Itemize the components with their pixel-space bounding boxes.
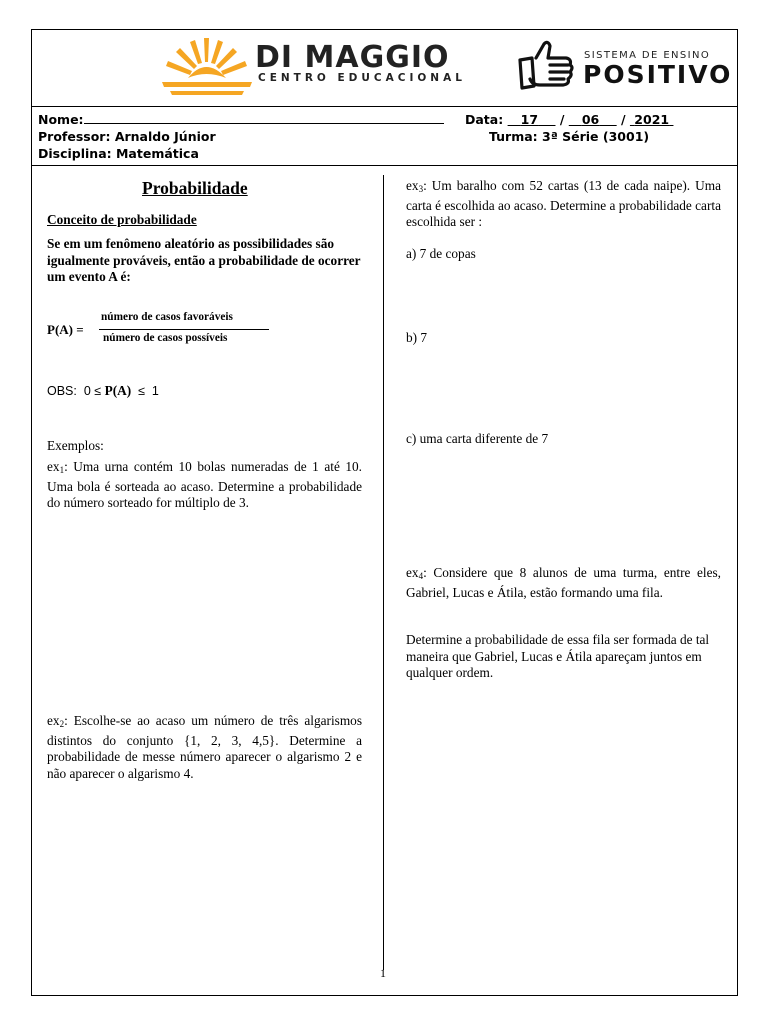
definition-text: Se em um fenômeno aleatório as possibilidades são igualmente prováveis, então a probabilidade de ocorrer um evento A é: [47,236,361,284]
date-year: 2021 [634,112,670,127]
ex1-sub: 1 [59,465,65,475]
data-label: Data: [465,112,504,127]
examples-label: Exemplos: [47,438,104,453]
system-name: POSITIVO [583,60,733,89]
ex1-label: ex [47,459,60,474]
header-top-rule [31,106,738,107]
obs-line [47,383,159,399]
ex4-sub: 4 [418,571,424,581]
ex3-label: ex [406,178,419,193]
ex1-text: : Uma urna contém 10 bolas numeradas de 1 até 10. Uma bola é sorteada ao acaso. Determine a probabilidade do número sorteado for múltiplo de 3. [47,459,362,510]
item-a: a) 7 de copas [406,246,476,261]
nome-label: Nome: [38,112,84,127]
date-day: 17 [520,112,539,127]
date-month: 06 [581,112,600,127]
page-number: 1 [380,966,386,980]
formula-denominator: número de casos possíveis [103,332,228,344]
school-subtitle: CENTRO EDUCACIONAL [258,72,466,84]
di-maggio-logo [160,34,466,98]
formula-lhs: P(A) = [47,322,84,337]
date-field: Data: 17 / 06 / 2021 [465,112,670,127]
header-bottom-rule [31,165,738,166]
column-divider [383,175,384,970]
example-2 [47,713,362,782]
sun-logo-icon [160,34,255,98]
school-name: DI MAGGIO [255,40,450,75]
nome-field [38,112,444,127]
obs-suffix: ≤ 1 [131,384,159,398]
page-frame [31,29,738,996]
disciplina-line: Disciplina: Matemática [38,146,199,161]
thumbs-up-icon [514,38,580,94]
turma-line: Turma: 3ª Série (3001) [489,129,650,144]
system-subtitle: SISTEMA DE ENSINO [584,50,711,61]
page-title: Probabilidade [142,178,248,198]
ex4-label: ex [406,565,419,580]
ex3-text: : Um baralho com 52 cartas (13 de cada naipe). Uma carta é escolhida ao acaso. Determine a probabilidade carta escolhida ser : [406,178,721,229]
item-c: c) uma carta diferente de 7 [406,431,549,446]
example-4 [406,565,721,601]
ex2-text: : Escolhe-se ao acaso um número de três algarismos distintos do conjunto {1, 2, 3, 4,5}. Determine a probabilidade de messe número aparecer o algarismo 2 e não aparecer o algarismo 4. [47,713,362,781]
ex4-text: : Considere que 8 alunos de uma turma, entre eles, Gabriel, Lucas e Átila, estão formando uma fila. [406,565,721,600]
example-4-question: Determine a probabilidade de essa fila ser formada de tal maneira que Gabriel, Lucas e Átila apareçam juntos em qualquer ordem. [406,632,710,680]
positivo-logo [514,38,734,94]
nome-blank [84,112,444,124]
obs-pa: P(A) [104,383,132,398]
formula-numerator: número de casos favoráveis [101,311,233,323]
professor-line: Professor: Arnaldo Júnior [38,129,216,144]
ex2-sub: 2 [59,719,65,729]
concept-heading: Conceito de probabilidade [47,212,197,227]
fraction-bar [99,329,269,330]
ex2-label: ex [47,713,60,728]
example-3 [406,178,721,231]
ex3-sub: 3 [418,184,424,194]
item-b: b) 7 [406,330,428,345]
example-1 [47,459,362,512]
obs-prefix: OBS: 0 ≤ [47,384,105,398]
